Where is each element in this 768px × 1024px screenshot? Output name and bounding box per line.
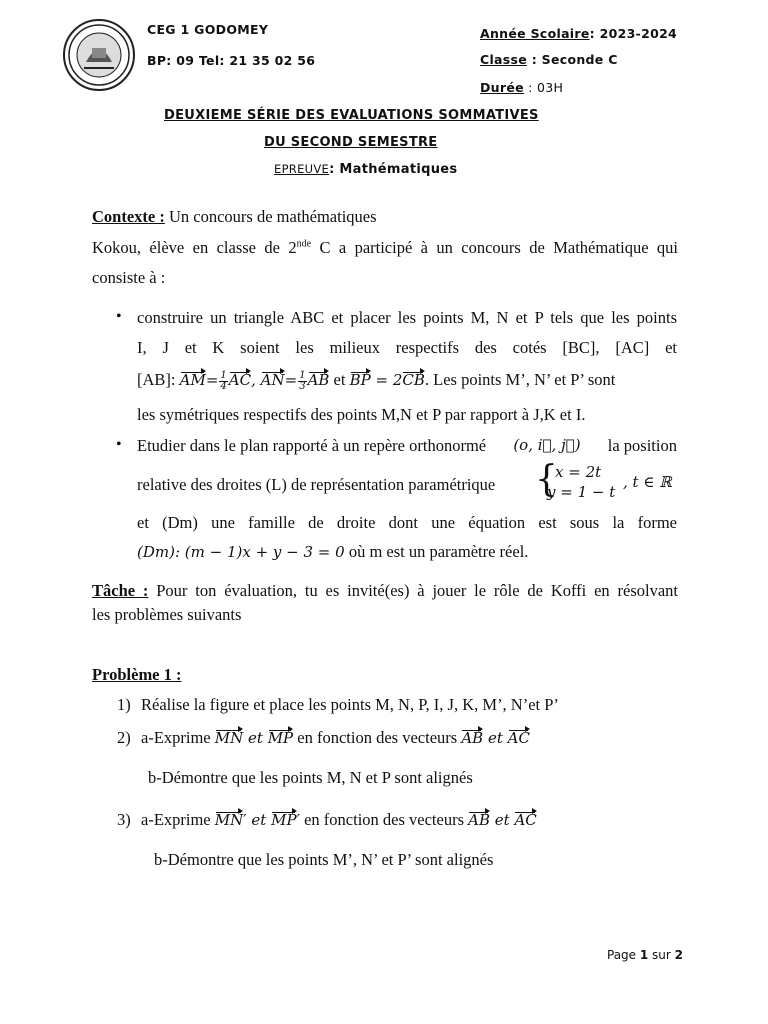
task-line2: les problèmes suivants — [92, 605, 242, 624]
context-sup: nde — [296, 238, 312, 250]
context-para-line1 — [92, 238, 678, 258]
task-label: Tâche : — [92, 581, 149, 600]
class-info — [480, 52, 618, 67]
context-p1a: Kokou, élève en classe de 2 — [92, 238, 297, 257]
q2b: b-Démontre que les points M, N et P sont alignés — [148, 768, 473, 787]
q2a — [141, 728, 530, 748]
vector-bp: BP = 2CB — [349, 371, 425, 389]
school-year-value: : 2023-2024 — [589, 26, 678, 41]
school-year-label: Année Scolaire — [480, 26, 590, 41]
class-value: : Seconde C — [527, 52, 618, 67]
bullet1-line2: I, J et K soient les milieux respectifs des cotés [BC], [AC] et — [137, 338, 677, 357]
q3a — [141, 810, 537, 830]
q1-text: Réalise la figure et place les points M, N, P, I, J, K, M’, N’et P’ — [141, 695, 559, 714]
bullet1-line4: les symétriques respectifs des points M,N et P par rapport à J,K et I. — [137, 405, 586, 424]
orthonormal-frame: (o, i⃗, j⃗) — [513, 436, 581, 454]
footer-page-num: 1 — [639, 948, 649, 962]
q1-number: 1) — [117, 695, 131, 714]
footer-page-total: 2 — [674, 948, 684, 962]
duration-info — [480, 80, 563, 95]
subject-label: EPREUVE — [274, 162, 330, 176]
q3-number: 3) — [117, 810, 131, 829]
school-year — [480, 26, 677, 41]
b1l3c: . Les points M’, N’ et P’ sont — [424, 370, 616, 389]
task-line1 — [92, 581, 678, 601]
b2l4: où m est un paramètre réel. — [344, 542, 529, 561]
footer-sur: sur — [648, 948, 675, 962]
exam-title-line2: DU SECOND SEMESTRE — [264, 135, 438, 150]
duration-value: : 03H — [523, 80, 564, 95]
bullet1-line1: construire un triangle ABC et placer les points M, N et P tels que les points — [137, 308, 677, 327]
b1l3b: et — [329, 370, 350, 389]
bullet2-line3: et (Dm) une famille de droite dont une équation est sous la forme — [137, 513, 677, 532]
exam-subject — [274, 162, 457, 177]
footer-page-label: Page — [607, 948, 640, 962]
bullet2-line4 — [137, 542, 528, 562]
bullet-dot: • — [116, 308, 122, 325]
problem1-title: Problème 1 : — [92, 665, 182, 684]
q3a-basis: AB et AC — [468, 811, 537, 829]
q3a-vectors: MN′ et MP′ — [214, 811, 300, 829]
exam-title-line1: DEUXIEME SÉRIE DES EVALUATIONS SOMMATIVES — [164, 108, 539, 123]
b1l3a: [AB]: — [137, 370, 180, 389]
bullet1-line3 — [137, 370, 615, 392]
context-label: Contexte : — [92, 207, 165, 226]
school-logo — [62, 18, 136, 92]
q3a-mid: en fonction des vecteurs — [304, 810, 464, 829]
class-label: Classe — [480, 52, 528, 67]
b2l2: relative des droites (L) de représentation paramétrique — [137, 475, 496, 494]
subject-value: : Mathématiques — [329, 162, 458, 177]
context-text: Un concours de mathématiques — [164, 207, 377, 226]
context-p1b: C a participé à un concours de Mathématique qui — [311, 238, 678, 257]
task-text: Pour ton évaluation, tu es invité(es) à jouer le rôle de Koffi en résolvant — [148, 581, 678, 600]
dm-equation: (Dm): (m − 1)x + y − 3 = 0 — [137, 543, 345, 561]
school-contact: BP: 09 Tel: 21 35 02 56 — [147, 53, 316, 68]
vector-relations: AM= $\frac{1}{4}$ AC, AN= $\frac{1}{3}$ AB — [179, 369, 330, 392]
b2l1: Etudier dans le plan rapporté à un repère orthonormé — [137, 436, 487, 455]
bullet2-line2 — [137, 475, 495, 495]
q2a-basis: AB et AC — [461, 729, 530, 747]
q3a-text: a-Exprime — [141, 810, 211, 829]
page-footer — [607, 948, 683, 962]
q3b: b-Démontre que les points M’, N’ et P’ sont alignés — [154, 850, 494, 869]
school-name: CEG 1 GODOMEY — [147, 22, 269, 37]
q2a-vectors: MN et MP — [214, 729, 294, 747]
context-para-line2: consiste à : — [92, 268, 166, 287]
bullet-dot: • — [116, 436, 122, 453]
q2-number: 2) — [117, 728, 131, 747]
duration-label: Durée — [480, 80, 524, 95]
b2l1b: la position — [607, 436, 677, 455]
context-heading — [92, 207, 377, 227]
q2a-mid: en fonction des vecteurs — [297, 728, 458, 747]
q2a-text: a-Exprime — [141, 728, 211, 747]
bullet2-line1 — [137, 436, 677, 456]
